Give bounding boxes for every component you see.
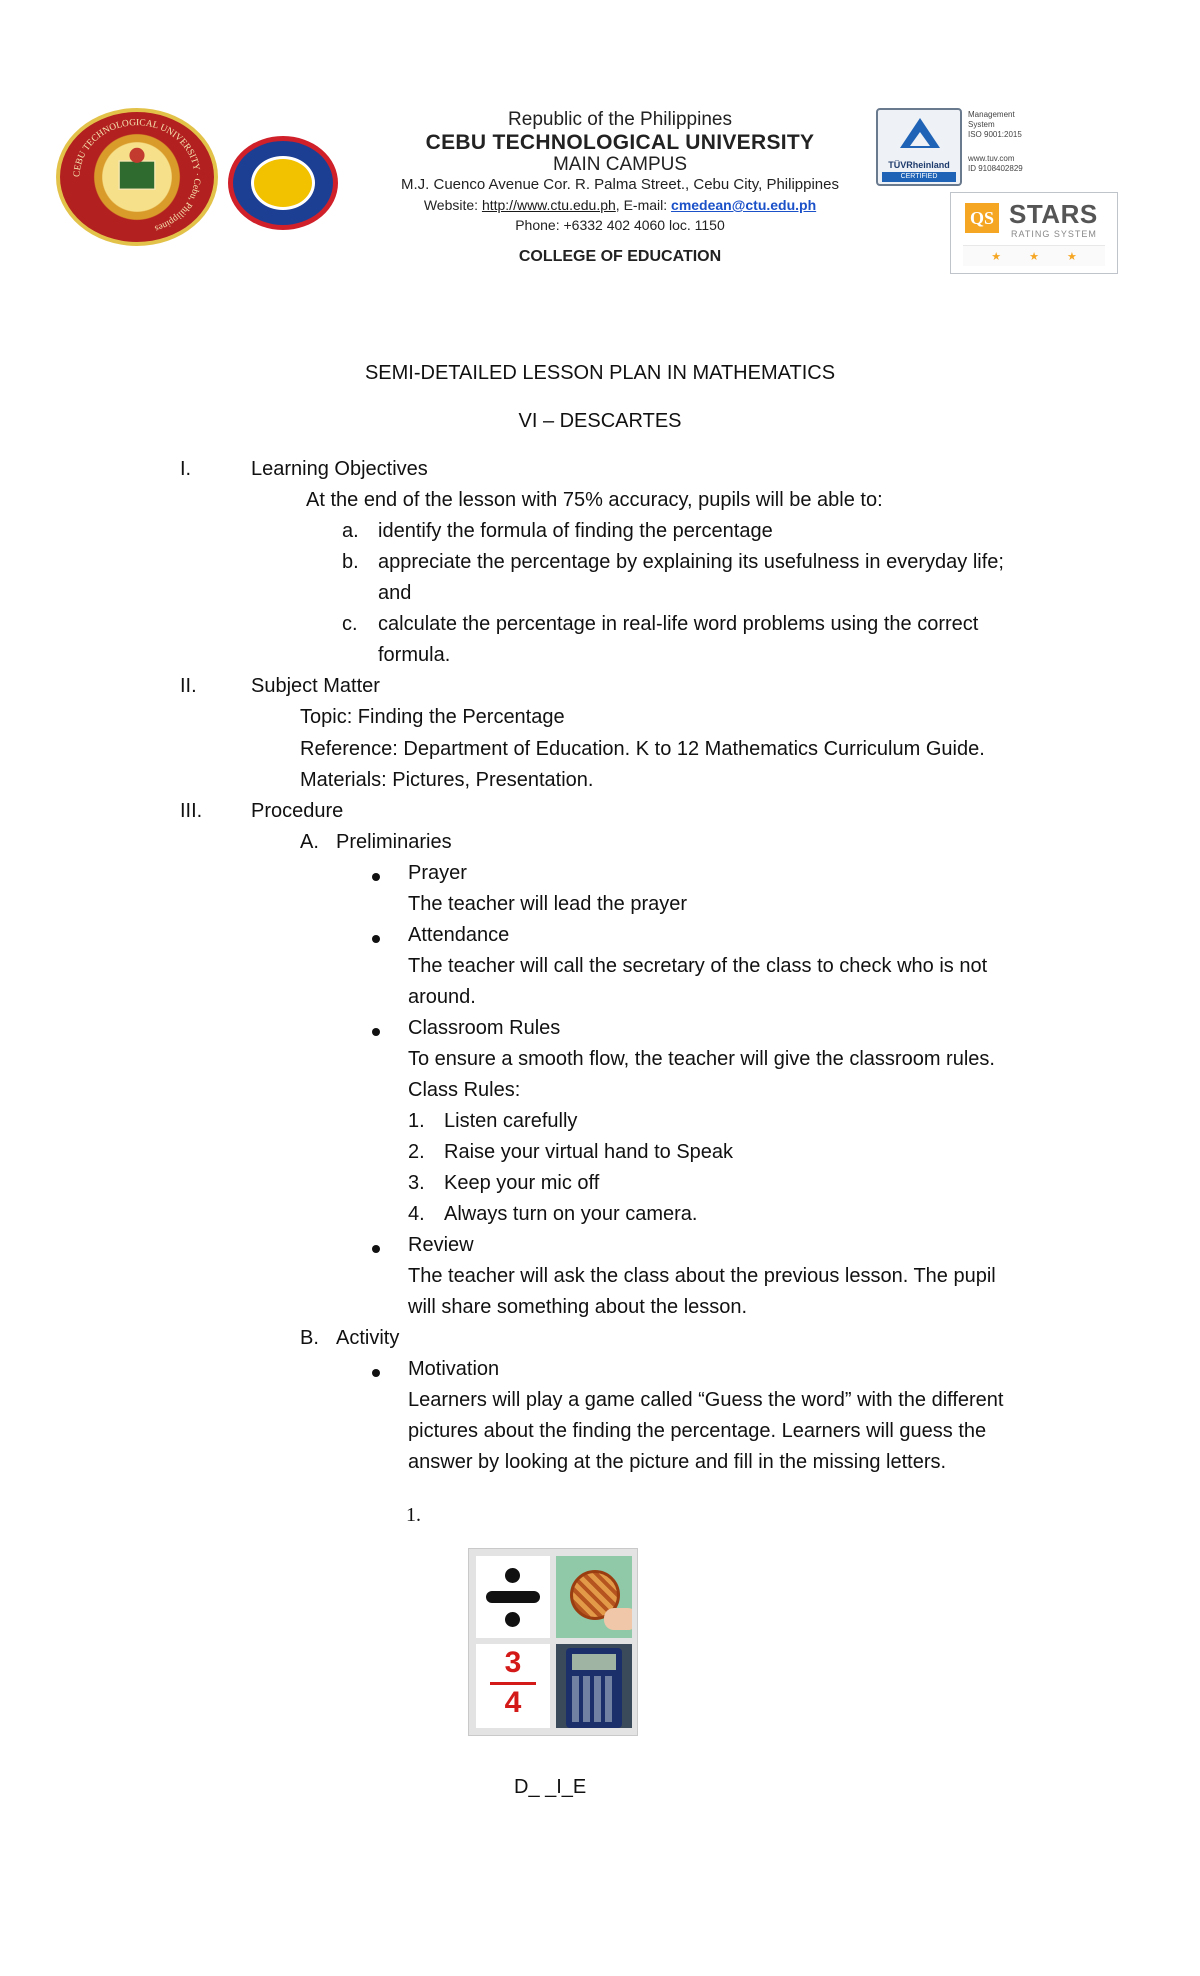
seal-ring-text: CEBU TECHNOLOGICAL UNIVERSITY · Cebu, Philippines [72,118,202,234]
ctu-seal-ring [60,112,214,242]
rule-marker: 3. [408,1172,425,1194]
address-line: M.J. Cuenco Avenue Cor. R. Palma Street., Cebu City, Philippines [401,176,839,193]
part-heading: Subject Matter [251,675,380,697]
reference-line: Reference: Department of Education. K to 12 Mathematics Curriculum Guide. [300,738,985,760]
qs-star-row [963,245,1105,266]
subpart-heading: Preliminaries [336,831,452,853]
star-icon: ★ [1066,250,1077,263]
rule-marker: 2. [408,1141,425,1163]
star-icon: ★ [1029,250,1039,263]
activity-text: The teacher will call the secretary of the class to check who is not [408,955,988,977]
puzzle-number: 1. [406,1504,421,1526]
tuv-brand: TÜVRheinland [888,160,950,170]
activity-text: around. [408,986,476,1008]
bullet-icon [372,935,380,943]
website-link[interactable]: http://www.ctu.edu.ph [481,197,616,213]
mgmt-line: Management [968,110,1015,119]
rule-text: Raise your virtual hand to Speak [444,1141,734,1163]
fraction-numerator: 3 [504,1646,522,1679]
subpart-marker: B. [300,1327,319,1349]
bullet-icon [372,873,380,881]
activity-title: Attendance [408,924,510,946]
rules-subheading: Class Rules: [408,1079,521,1101]
activity-text: Learners will play a game called “Guess the word” with the different [408,1389,1004,1411]
objective-text: formula. [378,644,451,666]
contact-line [360,195,880,215]
hand-icon [604,1608,632,1630]
materials-line: Materials: Pictures, Presentation. [300,769,594,791]
bullet-icon [372,1245,380,1253]
objective-marker: a. [342,520,359,542]
email-label: , E-mail: [615,197,668,213]
calculator-icon [566,1648,622,1728]
activity-text: To ensure a smooth flow, the teacher will give the classroom rules. [408,1048,995,1070]
objective-marker: c. [342,613,358,635]
republic-line: Republic of the Philippines [508,109,732,130]
university-name: CEBU TECHNOLOGICAL UNIVERSITY [425,131,815,154]
subpart-marker: A. [300,831,319,853]
rule-marker: 1. [408,1110,425,1132]
part-numeral: II. [180,675,197,697]
fraction-tile [476,1644,550,1728]
management-system-info [968,110,1058,174]
guess-the-word-picture [468,1548,638,1736]
phone-line: Phone: +6332 402 4060 loc. 1150 [515,217,725,233]
tuv-certification-logo [876,108,962,186]
mgmt-line: ISO 9001:2015 [968,130,1022,139]
bullet-icon [372,1369,380,1377]
rule-text: Always turn on your camera. [444,1203,698,1225]
objectives-intro: At the end of the lesson with 75% accuracy, pupils will be able to: [306,489,883,511]
letterhead-text [360,110,880,267]
rule-text: Listen carefully [444,1110,578,1132]
objective-text: identify the formula of finding the percentage [378,520,773,542]
answer-blank: D_ _I_E [514,1776,587,1798]
activity-title: Prayer [408,862,467,884]
website-label: Website: [423,197,479,213]
qs-rating-text: RATING SYSTEM [1011,229,1097,239]
activity-text: The teacher will ask the class about the previous lesson. The pupil [408,1265,996,1287]
calculator-photo [556,1644,632,1728]
activity-text: The teacher will lead the prayer [408,893,688,915]
qs-stars-text: STARS [1009,199,1098,229]
activity-text: pictures about the finding the percentage. Learners will guess the [408,1420,987,1442]
activity-text: will share something about the lesson. [408,1296,748,1318]
star-icon: ★ [991,250,1002,263]
rule-text: Keep your mic off [444,1172,600,1194]
mgmt-id-line: ID 9108402829 [968,164,1023,173]
qs-logo-mark: QS [965,203,999,233]
pie-slice-photo [556,1556,632,1638]
email-link[interactable]: cmedean@ctu.edu.ph [671,197,817,213]
activity-title: Classroom Rules [408,1017,561,1039]
campus-name: MAIN CAMPUS [552,154,688,175]
part-heading: Learning Objectives [251,458,428,480]
fraction-bar [490,1682,536,1685]
fraction-denominator: 4 [504,1686,522,1719]
mgmt-id-line: www.tuv.com [968,154,1015,163]
mgmt-line: System [968,120,995,129]
objective-marker: b. [342,551,359,573]
activity-title: Motivation [408,1358,500,1380]
college-name: COLLEGE OF EDUCATION [518,248,722,265]
tuv-certified-badge: CERTIFIED [882,172,956,182]
part-numeral: III. [180,800,203,822]
ctu-seal-logo [56,108,218,246]
objective-text: and [378,582,412,604]
part-heading: Procedure [251,800,344,822]
activity-text: answer by looking at the picture and fill in the missing letters. [408,1451,947,1473]
bullet-icon [372,1028,380,1036]
topic-line: Topic: Finding the Percentage [300,706,565,728]
activity-title: Review [408,1234,474,1256]
asean-emblem [251,156,315,210]
qs-stars-logo [950,192,1118,274]
rule-marker: 4. [408,1203,425,1225]
section-title: VI – DESCARTES [518,410,682,432]
objective-text: appreciate the percentage by explaining its usefulness in everyday life; [378,551,1004,573]
page-title: SEMI-DETAILED LESSON PLAN IN MATHEMATICS [364,362,836,384]
division-sign-icon [476,1556,550,1638]
subpart-heading: Activity [336,1327,400,1349]
objective-text: calculate the percentage in real-life word problems using the correct [378,613,979,635]
asean-logo [228,136,338,230]
part-numeral: I. [180,458,192,480]
